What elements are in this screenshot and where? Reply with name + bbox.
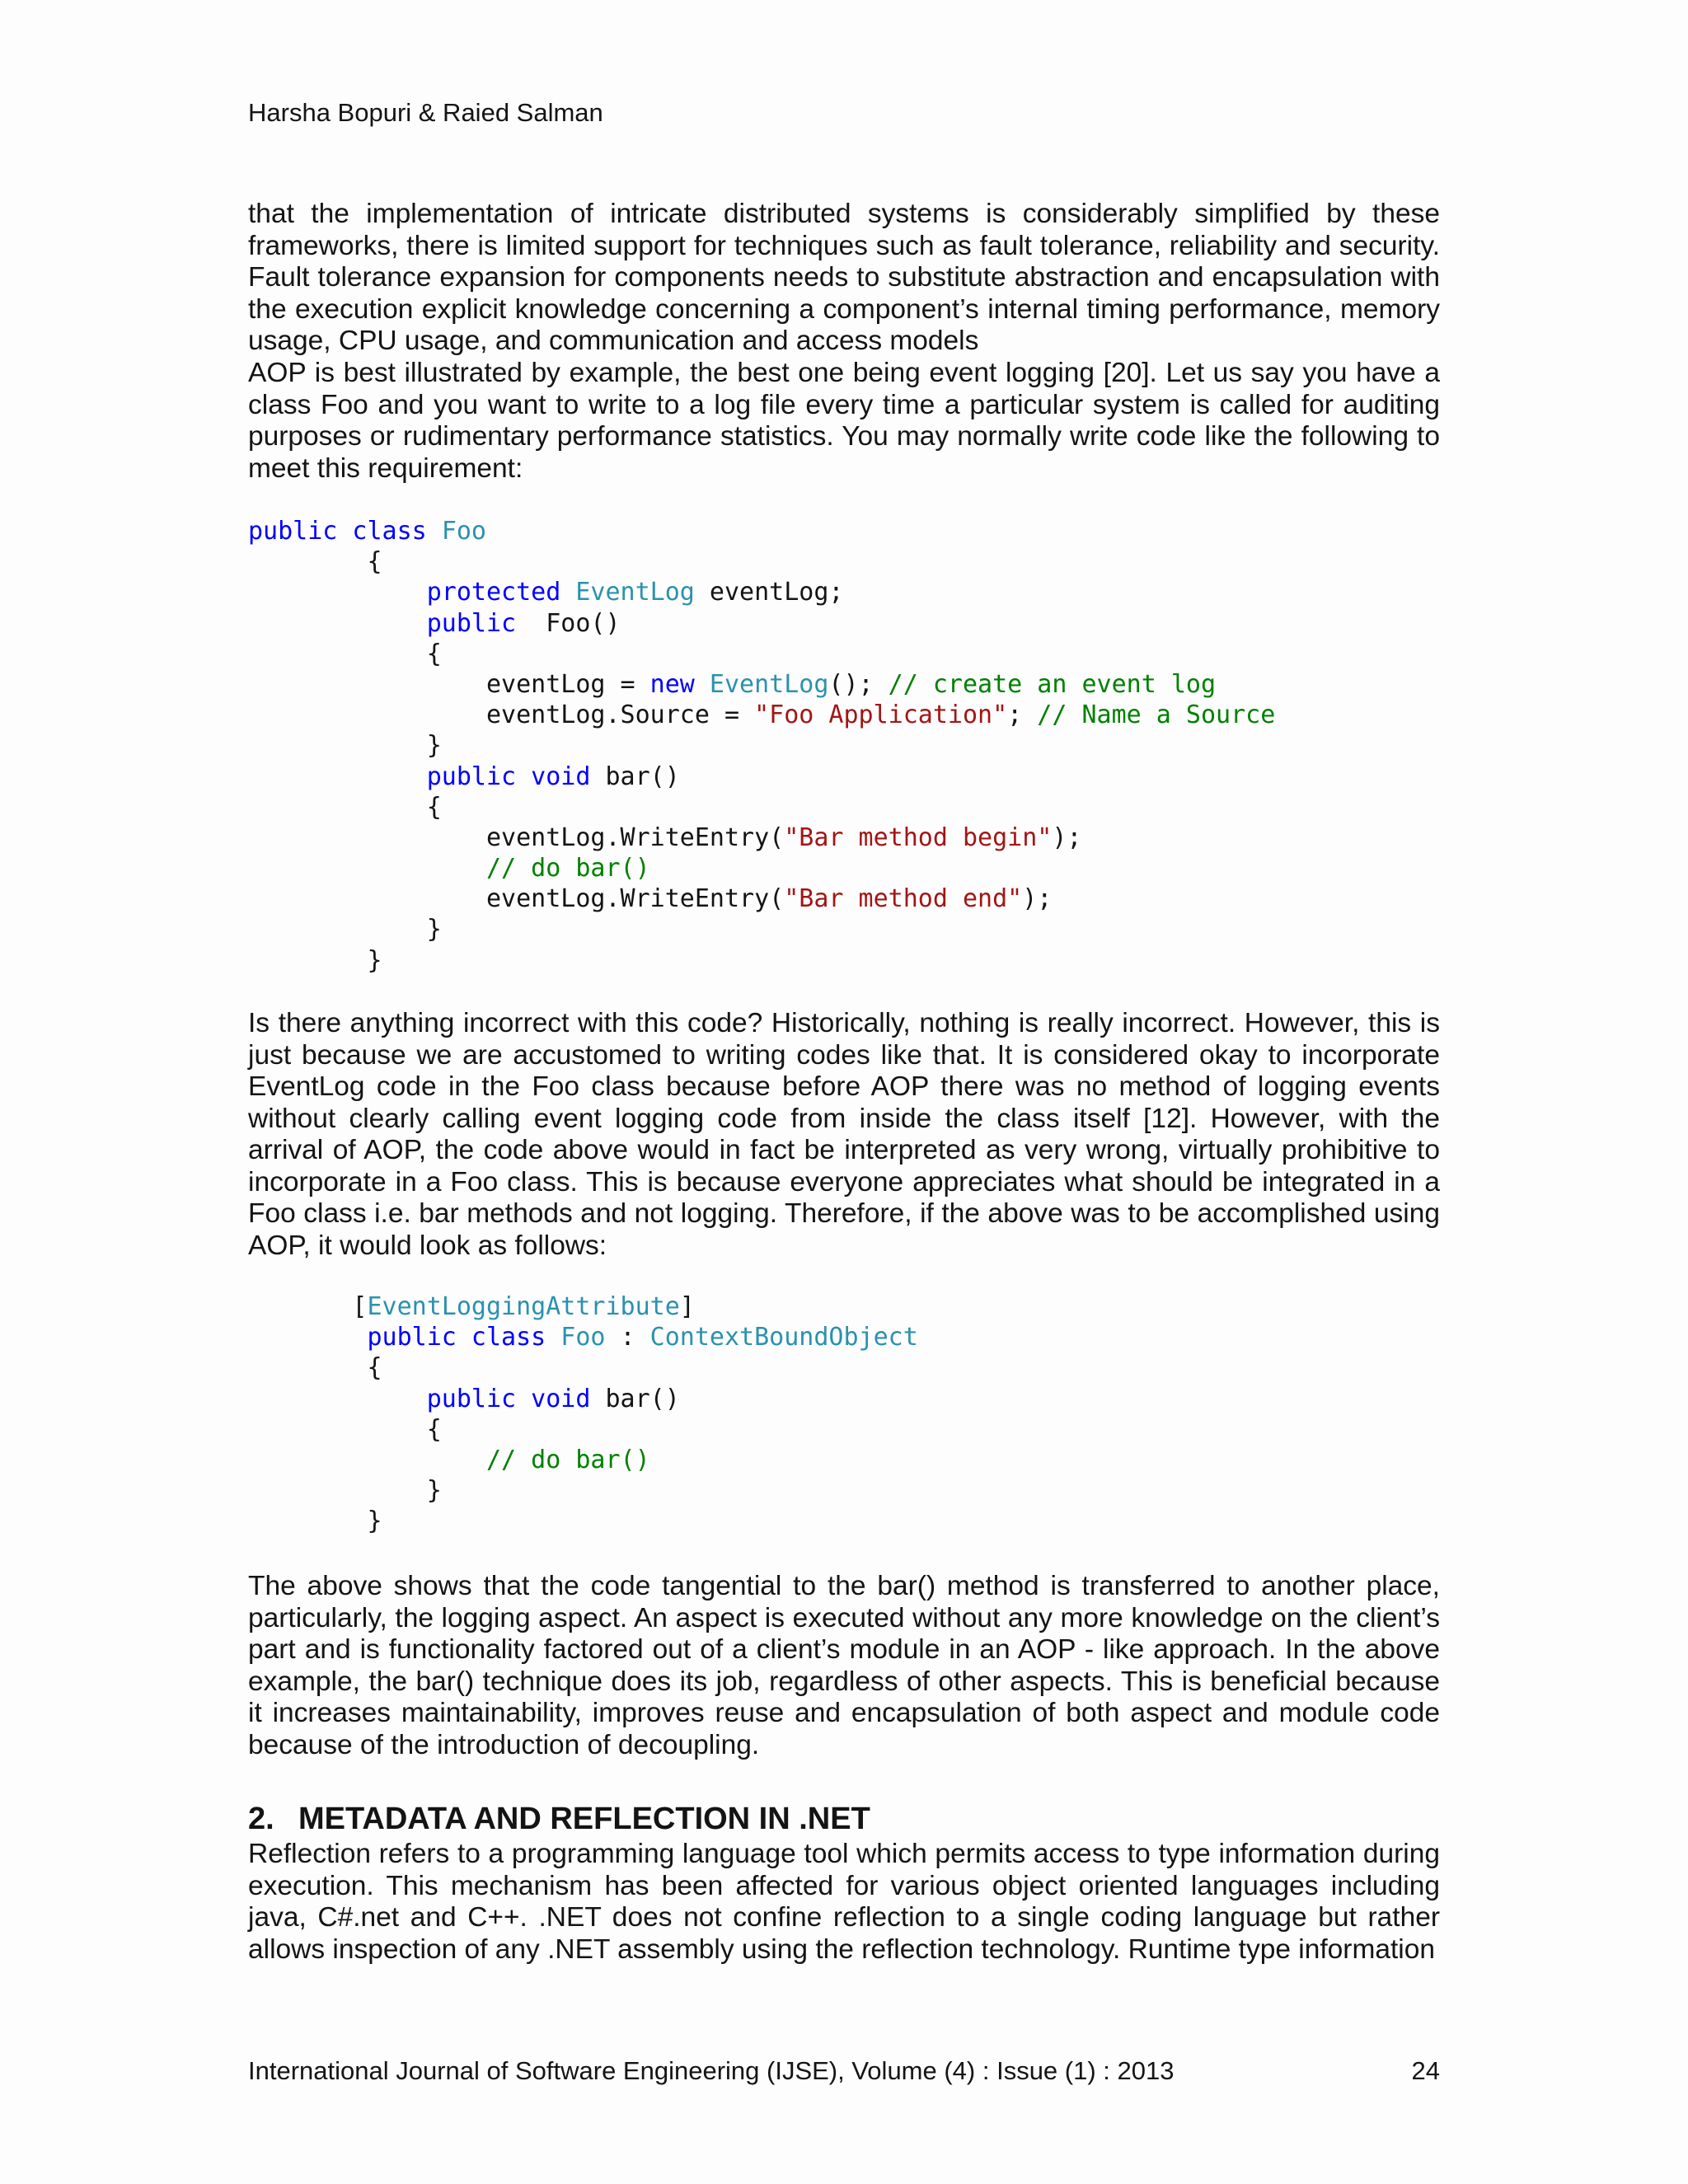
code-line xyxy=(248,608,1275,639)
code-listing-eventlog xyxy=(248,516,1275,976)
code-token: public void xyxy=(248,762,606,791)
body-paragraph-5: Reflection refers to a programming language tool which permits access to type information during execution. This mechanism has been affected for various object oriented languages including java, C#.net and C++. .NET does not confine reflection to a single coding language but rather allows inspection of any .NET assembly using the reflection technology. Runtime type information xyxy=(248,1839,1440,1965)
code-token: : xyxy=(605,1323,650,1352)
body-paragraph-3: Is there anything incorrect with this code? Historically, nothing is really incorrect. However, this is just because we are accustomed to writing codes like that. It is considered okay to incorporate EventLog code in the Foo class because before AOP there was no method of logging events without clearly calling event logging code from inside the class itself [12]. However, with the arrival of AOP, the code above would in fact be interpreted as very wrong, virtually prohibitive to incorporate in a Foo class. This is because everyone appreciates what should be integrated in a Foo class i.e. bar methods and not logging. Therefore, if the above was to be accomplished using AOP, it would look as follows: xyxy=(248,1008,1440,1261)
code-token: eventLog.WriteEntry( xyxy=(248,823,785,852)
body-paragraph-4: The above shows that the code tangential to the bar() method is transferred to another place, particularly, the logging aspect. An aspect is executed without any more knowledge on the client’s part and is functionality factored out of a client’s module in an AOP - like approach. In the above example, the bar() technique does its job, regardless of other aspects. This is beneficial because it increases maintainability, improves reuse and encapsulation of both aspect and module code because of the introduction of decoupling. xyxy=(248,1571,1440,1760)
code-token: eventLog = xyxy=(248,669,650,699)
code-line xyxy=(248,577,1275,607)
code-token: bar() xyxy=(605,1384,680,1413)
code-token: ); xyxy=(1022,884,1053,914)
code-token: Foo() xyxy=(531,608,621,638)
code-token: "Foo Application" xyxy=(754,701,1008,730)
code-line xyxy=(248,945,1275,976)
code-token: public xyxy=(248,608,532,638)
body-paragraph-1: that the implementation of intricate distributed systems is considerably simplified by these frameworks, there is limited support for techniques such as fault tolerance, reliability and security. Fault tolerance expansion for components needs to substitute abstraction and encapsulation with the execution explicit knowledge concerning a component’s internal timing performance, memory usage, CPU usage, and communication and access models xyxy=(248,199,1440,356)
code-line xyxy=(248,762,1275,792)
code-line xyxy=(248,853,1275,883)
code-token: // do bar() xyxy=(248,854,650,883)
running-head-authors: Harsha Bopuri & Raied Salman xyxy=(248,98,603,127)
code-token: } xyxy=(248,1507,382,1536)
code-line xyxy=(248,669,1275,700)
body-paragraph-2: AOP is best illustrated by example, the best one being event logging [20]. Let us say you have a class Foo and you want to write to a log file every time a particular system is called for auditing purposes or rudimentary performance statistics. You may normally write code like the following to meet this requirement: xyxy=(248,358,1440,484)
code-line xyxy=(248,1414,918,1445)
code-token: EventLog xyxy=(709,669,829,699)
code-token: [ xyxy=(248,1292,368,1321)
code-line xyxy=(248,1384,918,1414)
code-token: public class xyxy=(248,1323,561,1352)
code-line xyxy=(248,883,1275,914)
section-number: 2. xyxy=(248,1802,274,1836)
code-line xyxy=(248,1352,918,1383)
code-token: ); xyxy=(1052,823,1082,852)
code-line xyxy=(248,546,1275,577)
code-token: protected xyxy=(248,578,576,607)
section-title: METADATA AND REFLECTION IN .NET xyxy=(298,1802,870,1836)
code-token: ContextBoundObject xyxy=(649,1323,918,1352)
code-token: { xyxy=(248,1353,382,1383)
page-footer xyxy=(248,2055,1440,2088)
code-token: "Bar method begin" xyxy=(784,823,1053,852)
code-token: { xyxy=(248,547,382,577)
code-line xyxy=(248,1291,918,1322)
page-number: 24 xyxy=(1411,2056,1440,2085)
code-token: Foo xyxy=(560,1323,606,1352)
code-token: } xyxy=(248,1476,442,1506)
code-token: ; xyxy=(1007,701,1038,730)
code-line xyxy=(248,792,1275,823)
code-line xyxy=(248,1475,918,1506)
code-token: public class xyxy=(248,517,442,546)
code-token: { xyxy=(248,792,442,822)
code-token: } xyxy=(248,945,382,975)
code-token: (); xyxy=(828,669,889,699)
code-listing-aop xyxy=(248,1291,918,1537)
code-token: "Bar method end" xyxy=(784,884,1023,914)
code-token: { xyxy=(248,639,442,668)
code-token: Foo xyxy=(441,517,486,546)
code-line xyxy=(248,1506,918,1536)
code-token: public void xyxy=(248,1384,606,1413)
code-token: eventLog.Source = xyxy=(248,701,755,730)
section-heading xyxy=(248,1801,870,1837)
code-token: // create an event log xyxy=(888,669,1217,699)
code-line xyxy=(248,730,1275,761)
code-token: new xyxy=(649,669,710,699)
code-token: EventLoggingAttribute xyxy=(367,1292,680,1321)
code-line xyxy=(248,823,1275,853)
code-line xyxy=(248,639,1275,669)
code-line xyxy=(248,1322,918,1352)
code-line xyxy=(248,1445,918,1475)
code-token: // do bar() xyxy=(248,1445,650,1474)
code-line xyxy=(248,914,1275,944)
code-line xyxy=(248,700,1275,730)
code-token: } xyxy=(248,731,442,761)
code-line xyxy=(248,516,1275,546)
code-token: eventLog; xyxy=(694,578,844,607)
code-token: eventLog.WriteEntry( xyxy=(248,884,785,914)
code-token: // Name a Source xyxy=(1037,701,1276,730)
code-token: { xyxy=(248,1414,442,1444)
journal-citation: International Journal of Software Engineering (IJSE), Volume (4) : Issue (1) : 2013 xyxy=(248,2056,1175,2085)
code-token: } xyxy=(248,915,442,944)
code-token: bar() xyxy=(605,762,680,791)
code-token: EventLog xyxy=(575,578,695,607)
code-token: ] xyxy=(679,1292,695,1321)
